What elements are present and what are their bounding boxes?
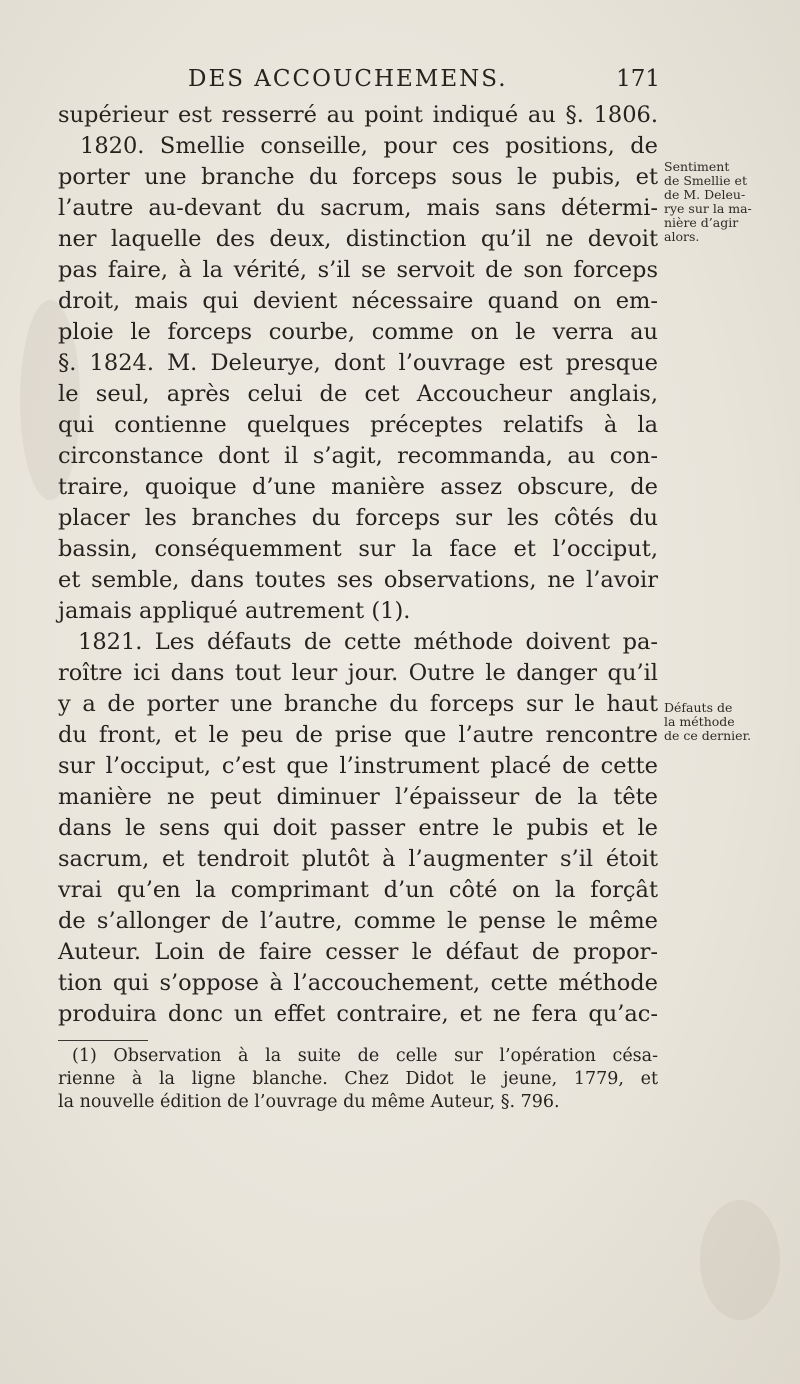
text-line: sacrum, et tendroit plutôt à l’augmenter s’il étoit bbox=[58, 846, 658, 872]
text-line: ploie le forceps courbe, comme on le verra au bbox=[58, 319, 658, 345]
page-number: 171 bbox=[616, 66, 660, 92]
margin-note-line: de Smellie et bbox=[664, 173, 747, 188]
margin-note-line: Sentiment bbox=[664, 159, 730, 174]
text-line: pas faire, à la vérité, s’il se servoit de son forceps bbox=[58, 257, 658, 283]
text-line: droit, mais qui devient nécessaire quand on em- bbox=[58, 288, 658, 314]
text-line: supérieur est resserré au point indiqué au §. 1806. bbox=[58, 102, 658, 128]
margin-note-line: alors. bbox=[664, 229, 700, 244]
footnote-line: la nouvelle édition de l’ouvrage du même Auteur, §. 796. bbox=[58, 1092, 560, 1112]
text-line: 1821. Les défauts de cette méthode doivent pa- bbox=[78, 629, 658, 655]
margin-note-line: de ce dernier. bbox=[664, 728, 752, 743]
text-line: circonstance dont il s’agit, recommanda, au con- bbox=[58, 443, 658, 469]
text-line: porter une branche du forceps sous le pubis, et bbox=[58, 164, 658, 190]
text-line: jamais appliqué autrement (1). bbox=[58, 598, 411, 624]
text-line: ner laquelle des deux, distinction qu’il ne devoit bbox=[58, 226, 658, 252]
text-line: bassin, conséquemment sur la face et l’occiput, bbox=[58, 536, 658, 562]
text-line: vrai qu’en la comprimant d’un côté on la forçât bbox=[58, 877, 658, 903]
text-line: §. 1824. M. Deleurye, dont l’ouvrage est presque bbox=[58, 350, 658, 376]
margin-note-line: Défauts de bbox=[664, 700, 733, 715]
text-line: dans le sens qui doit passer entre le pubis et le bbox=[58, 815, 658, 841]
text-line: tion qui s’oppose à l’accouchement, cette méthode bbox=[58, 970, 658, 996]
text-line: 1820. Smellie conseille, pour ces positions, de bbox=[80, 133, 658, 159]
text-line: manière ne peut diminuer l’épaisseur de la tête bbox=[58, 784, 658, 810]
text-line: de s’allonger de l’autre, comme le pense le même bbox=[58, 908, 658, 934]
margin-note-sentiment bbox=[664, 160, 796, 244]
main-text bbox=[58, 100, 658, 1114]
text-line: y a de porter une branche du forceps sur le haut bbox=[58, 691, 658, 717]
text-line: l’autre au-devant du sacrum, mais sans détermi- bbox=[58, 195, 658, 221]
paper-stain bbox=[700, 1200, 780, 1320]
text-line: roître ici dans tout leur jour. Outre le danger qu’il bbox=[58, 660, 658, 686]
margin-note-line: de M. Deleu- bbox=[664, 187, 746, 202]
text-line: du front, et le peu de prise que l’autre rencontre bbox=[58, 722, 658, 748]
footnote-line: (1) Observation à la suite de celle sur l’opération césa- bbox=[72, 1046, 658, 1066]
footnote-line: rienne à la ligne blanche. Chez Didot le jeune, 1779, et bbox=[58, 1069, 658, 1089]
text-line: produira donc un effet contraire, et ne fera qu’ac- bbox=[58, 1001, 658, 1027]
text-line: Auteur. Loin de faire cesser le défaut de propor- bbox=[58, 939, 658, 965]
text-line: et semble, dans toutes ses observations, ne l’avoir bbox=[58, 567, 658, 593]
text-line: placer les branches du forceps sur les côtés du bbox=[58, 505, 658, 531]
text-line: traire, quoique d’une manière assez obscure, de bbox=[58, 474, 658, 500]
text-line: le seul, après celui de cet Accoucheur anglais, bbox=[58, 381, 658, 407]
running-title: DES ACCOUCHEMENS. bbox=[188, 66, 508, 92]
text-line: sur l’occiput, c’est que l’instrument placé de cette bbox=[58, 753, 658, 779]
margin-note-line: rye sur la ma- bbox=[664, 201, 752, 216]
margin-note-defauts bbox=[664, 701, 796, 743]
margin-note-line: la méthode bbox=[664, 714, 735, 729]
text-line: qui contienne quelques préceptes relatifs à la bbox=[58, 412, 658, 438]
margin-note-line: nière d’agir bbox=[664, 215, 739, 230]
